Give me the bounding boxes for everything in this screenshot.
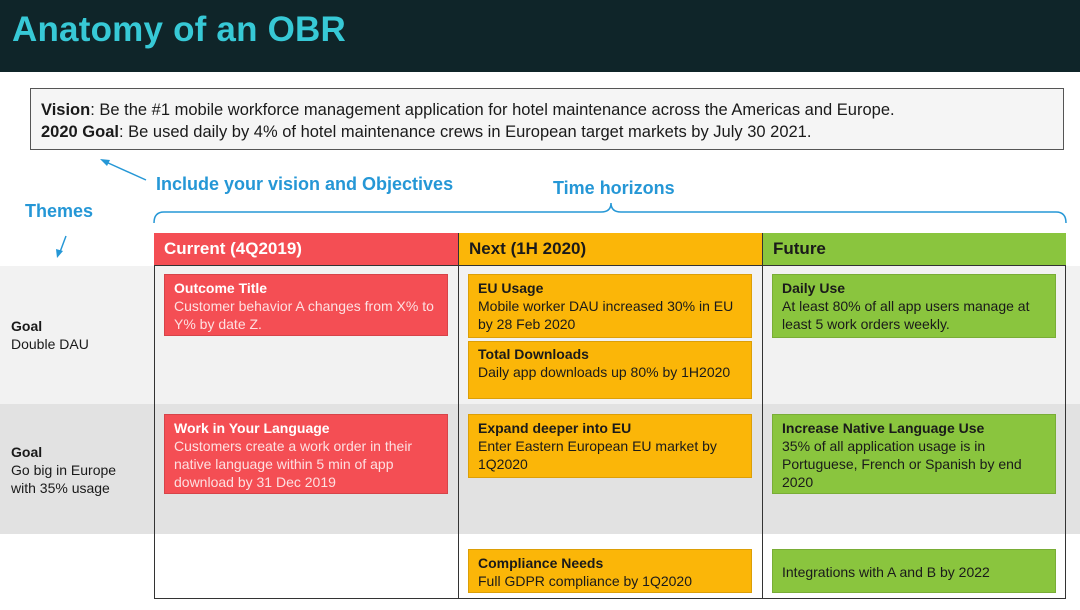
vision-text: : Be the #1 mobile workforce management application for hotel maintenance across the Americas and Europe. (90, 101, 895, 119)
card-daily-use (772, 274, 1056, 338)
time-horizon-brace-icon (154, 203, 1066, 223)
card-integrations (772, 549, 1056, 593)
theme-goal-text: Double DAU (11, 336, 89, 352)
card-body: Daily app downloads up 80% by 1H2020 (478, 364, 731, 380)
goal-line (41, 121, 1053, 143)
card-body: Full GDPR compliance by 1Q2020 (478, 573, 692, 589)
card-body: Customer behavior A changes from X% to Y% by date Z. (174, 298, 434, 332)
column-header-next: Next (1H 2020) (458, 233, 762, 266)
card-body: Integrations with A and B by 2022 (782, 564, 990, 580)
card-body: 35% of all application usage is in Portuguese, French or Spanish by end 2020 (782, 438, 1022, 490)
column-divider (458, 266, 459, 599)
card-outcome-title (164, 274, 448, 336)
card-title: Expand deeper into EU (478, 420, 632, 436)
card-title: Work in Your Language (174, 420, 330, 436)
theme-goal-title: Goal (11, 318, 43, 334)
card-total-downloads (468, 341, 752, 399)
page-title: Anatomy of an OBR (12, 10, 346, 49)
goal-2020-text: : Be used daily by 4% of hotel maintenance crews in European target markets by July 30 2021. (118, 123, 812, 141)
vision-arrow-icon (106, 162, 146, 180)
card-title: Compliance Needs (478, 555, 604, 571)
theme-label-double-dau (11, 317, 89, 353)
card-body: Enter Eastern European EU market by 1Q2020 (478, 438, 717, 472)
vision-label: Vision (41, 101, 91, 119)
card-title: Total Downloads (478, 346, 589, 362)
card-title: Daily Use (782, 280, 846, 296)
card-title: EU Usage (478, 280, 544, 296)
card-body: At least 80% of all app users manage at least 5 work orders weekly. (782, 298, 1030, 332)
goal-2020-label: 2020 Goal (41, 123, 119, 141)
theme-goal-text-line-2: with 35% usage (11, 480, 110, 496)
card-body: Customers create a work order in their native language within 5 min of app download by 31 Dec 2019 (174, 438, 413, 490)
theme-goal-title: Goal (11, 444, 43, 460)
card-title: Outcome Title (174, 280, 268, 296)
themes-arrowhead-icon (56, 249, 63, 258)
card-compliance-needs (468, 549, 752, 593)
card-native-language-use (772, 414, 1056, 494)
card-expand-deeper-eu (468, 414, 752, 478)
vision-objectives-annotation: Include your vision and Objectives (156, 174, 454, 194)
column-header-current: Current (4Q2019) (154, 233, 458, 266)
column-divider (762, 266, 763, 599)
vision-arrowhead-icon (100, 159, 110, 166)
themes-arrow-icon (60, 236, 66, 252)
themes-annotation: Themes (25, 201, 94, 221)
vision-line (41, 99, 1053, 121)
theme-goal-text-line-1: Go big in Europe (11, 462, 117, 478)
vision-box (30, 88, 1064, 150)
card-work-in-your-language (164, 414, 448, 494)
time-horizons-annotation: Time horizons (553, 178, 675, 198)
theme-label-europe (11, 443, 116, 497)
column-header-future: Future (762, 233, 1066, 266)
card-body: Mobile worker DAU increased 30% in EU by 28 Feb 2020 (478, 298, 734, 332)
card-title: Increase Native Language Use (782, 420, 985, 436)
header-bar (0, 0, 1080, 72)
card-eu-usage (468, 274, 752, 338)
